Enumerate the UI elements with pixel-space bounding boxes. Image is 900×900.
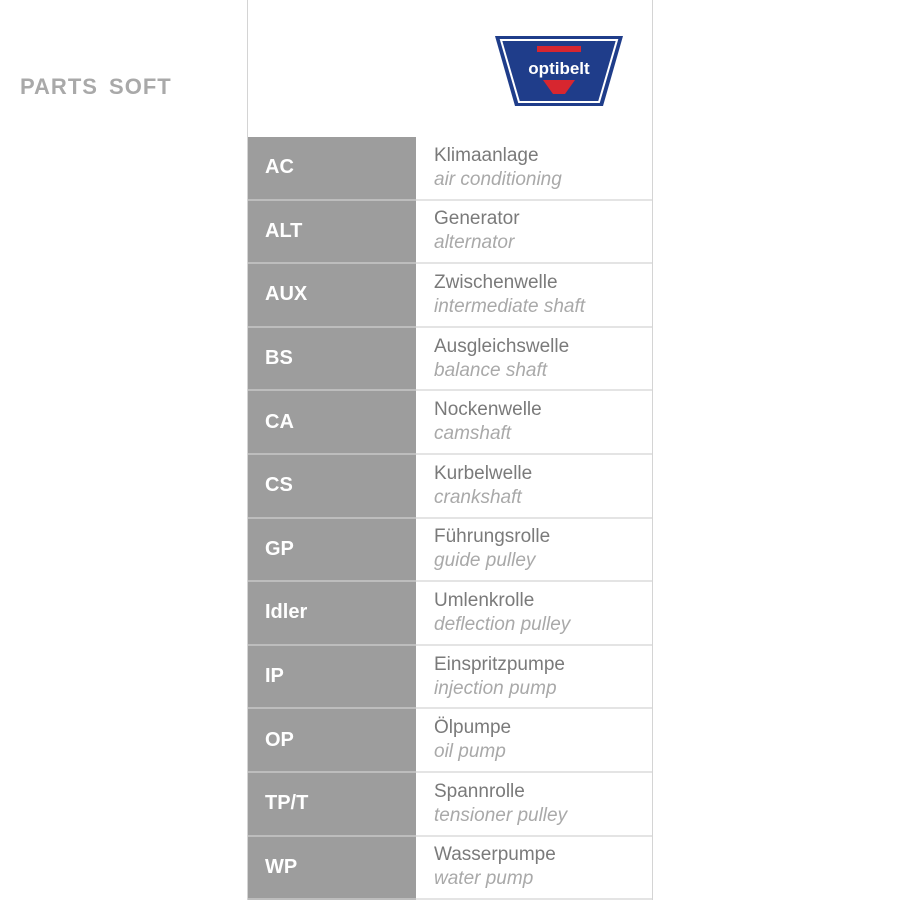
abbreviation-code: BS <box>248 328 416 392</box>
english-term: intermediate shaft <box>434 295 586 317</box>
english-term: tensioner pulley <box>434 804 568 826</box>
abbreviation-code: OP <box>248 709 416 773</box>
german-term: Kurbelwelle <box>434 462 533 484</box>
abbreviation-description <box>416 646 652 710</box>
list-item <box>248 646 652 710</box>
english-term: balance shaft <box>434 359 548 381</box>
english-term: air conditioning <box>434 168 562 190</box>
list-item <box>248 201 652 265</box>
abbreviation-description <box>416 137 652 201</box>
german-term: Einspritzpumpe <box>434 653 565 675</box>
german-term: Klimaanlage <box>434 144 539 166</box>
german-term: Umlenkrolle <box>434 589 535 611</box>
abbreviation-code: AC <box>248 137 416 201</box>
english-term: oil pump <box>434 741 506 763</box>
list-item <box>248 264 652 328</box>
abbreviation-code: ALT <box>248 201 416 265</box>
abbreviation-code: Idler <box>248 582 416 646</box>
english-term: injection pump <box>434 677 557 699</box>
abbreviation-description <box>416 455 652 519</box>
english-term: camshaft <box>434 423 512 445</box>
german-term: Führungsrolle <box>434 526 551 548</box>
english-term: deflection pulley <box>434 613 571 635</box>
list-item <box>248 519 652 583</box>
legend-panel <box>247 0 653 900</box>
list-item <box>248 837 652 900</box>
abbreviation-code: CS <box>248 455 416 519</box>
german-term: Generator <box>434 208 520 230</box>
german-term: Ausgleichswelle <box>434 335 570 357</box>
optibelt-logo <box>491 30 627 110</box>
english-term: alternator <box>434 232 515 254</box>
list-item <box>248 137 652 201</box>
german-term: Spannrolle <box>434 780 525 802</box>
abbreviation-description <box>416 837 652 900</box>
english-term: water pump <box>434 868 534 890</box>
abbreviation-description <box>416 391 652 455</box>
abbreviation-description <box>416 519 652 583</box>
abbreviation-code: TP/T <box>248 773 416 837</box>
abbreviation-list <box>248 137 652 900</box>
german-term: Nockenwelle <box>434 399 542 421</box>
list-item <box>248 391 652 455</box>
watermark-text: PARTS SOFT <box>20 74 172 99</box>
german-term: Ölpumpe <box>434 717 512 739</box>
abbreviation-description <box>416 582 652 646</box>
english-term: crankshaft <box>434 486 522 508</box>
abbreviation-description <box>416 201 652 265</box>
german-term: Wasserpumpe <box>434 844 556 866</box>
english-term: guide pulley <box>434 550 536 572</box>
list-item <box>248 455 652 519</box>
abbreviation-code: AUX <box>248 264 416 328</box>
abbreviation-description <box>416 709 652 773</box>
abbreviation-description <box>416 773 652 837</box>
abbreviation-code: CA <box>248 391 416 455</box>
abbreviation-code: GP <box>248 519 416 583</box>
list-item <box>248 328 652 392</box>
list-item <box>248 709 652 773</box>
abbreviation-code: WP <box>248 837 416 900</box>
german-term: Zwischenwelle <box>434 271 558 293</box>
logo-text: optibelt <box>528 59 590 78</box>
abbreviation-description <box>416 328 652 392</box>
list-item <box>248 582 652 646</box>
abbreviation-code: IP <box>248 646 416 710</box>
abbreviation-description <box>416 264 652 328</box>
list-item <box>248 773 652 837</box>
